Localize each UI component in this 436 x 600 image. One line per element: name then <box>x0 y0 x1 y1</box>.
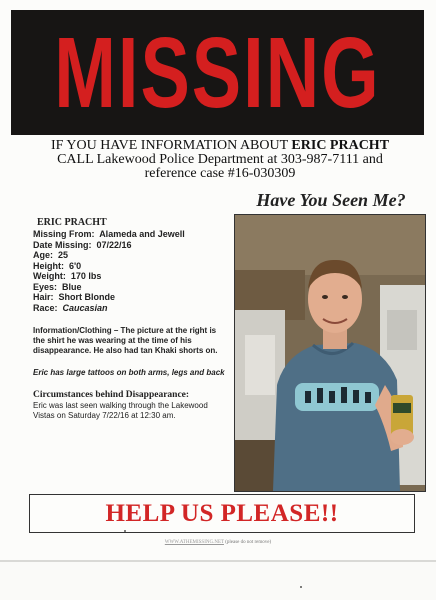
fact-value: Alameda and Jewell <box>99 229 185 239</box>
circumstances-title: Circumstances behind Disappearance: <box>33 390 190 400</box>
person-details <box>33 217 228 421</box>
fact-value: 07/22/16 <box>96 239 132 250</box>
page-edge <box>0 560 436 562</box>
photo-illustration <box>235 215 425 491</box>
person-name: ERIC PRACHT <box>37 217 107 228</box>
fact-label: Missing From: <box>33 229 95 239</box>
fact-value: 6'0 <box>69 260 82 271</box>
fact-row <box>33 250 228 261</box>
fact-label: Height: <box>33 260 64 271</box>
fact-list <box>33 229 228 313</box>
fact-row <box>33 261 228 272</box>
contact-prefix: IF YOU HAVE INFORMATION ABOUT <box>50 138 288 153</box>
help-banner <box>29 494 415 533</box>
clothing-text: – The picture at the right is the shirt he was wearing at the time of his disappearance. He also had tan Khaki shorts on. <box>33 326 218 355</box>
fact-label: Weight: <box>33 271 66 281</box>
help-text: HELP US PLEASE!! <box>105 499 339 527</box>
fact-label: Eyes: <box>33 281 58 292</box>
fact-value: 170 lbs <box>70 271 102 281</box>
fact-label: Date Missing: <box>33 239 92 250</box>
fact-row <box>33 303 228 314</box>
fact-label: Age: <box>33 250 53 260</box>
tattoo-note: Eric has large tattoos on both arms, legs and back <box>33 368 225 377</box>
clothing-label: Information/Clothing <box>33 326 112 335</box>
have-you-seen-heading: Have You Seen Me? <box>256 190 406 210</box>
missing-banner <box>11 10 424 135</box>
fact-label: Hair: <box>33 292 54 302</box>
clothing-info <box>33 326 228 356</box>
contact-name: ERIC PRACHT <box>291 138 390 153</box>
speck <box>300 586 302 588</box>
banner-title: MISSING <box>54 15 381 128</box>
fact-row <box>33 271 228 282</box>
fact-value: Caucasian <box>62 302 108 313</box>
circumstances-text: Eric was last seen walking through the Lakewood Vistas on Saturday 7/22/16 at 12:30 am. <box>33 401 208 420</box>
speck <box>124 530 126 532</box>
person-photo <box>234 214 426 492</box>
fact-value: Blue <box>62 281 82 292</box>
contact-line-1 <box>20 139 420 153</box>
contact-line-3: reference case #16-030309 <box>144 166 296 181</box>
footer-link[interactable]: WWW.ATHEMISSING.NET <box>164 540 224 545</box>
fact-row <box>33 229 228 240</box>
footer <box>0 540 436 545</box>
fact-value: Short Blonde <box>58 292 116 302</box>
fact-row <box>33 282 228 293</box>
fact-row <box>33 240 228 251</box>
contact-line-2: CALL Lakewood Police Department at 303-987-7111 and <box>57 152 383 167</box>
fact-value: 25 <box>58 250 69 260</box>
footer-note: (please do not remove) <box>225 540 272 545</box>
fact-label: Race: <box>33 302 58 313</box>
fact-row <box>33 292 228 303</box>
contact-info <box>20 139 420 181</box>
